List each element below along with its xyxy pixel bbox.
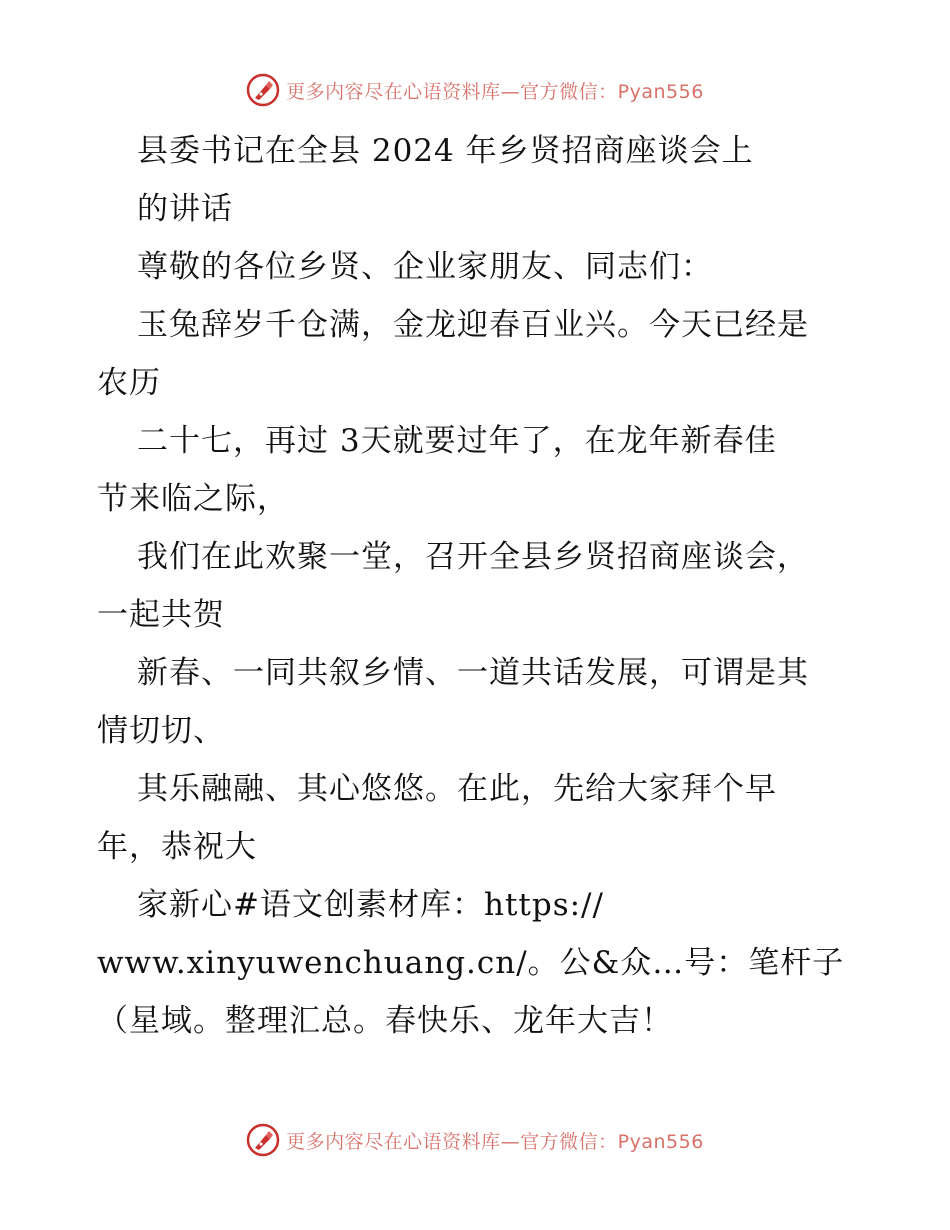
paragraph-line: 二十七，再过 3天就要过年了，在龙年新春佳 [137,423,777,459]
watermark-text: 更多内容尽在心语资料库—官方微信：Pyan556 [286,1130,704,1153]
paragraph-line: 其乐融融、其心悠悠。在此，先给大家拜个早 [137,771,777,807]
paragraph-line: 新春、一同共叙乡情、一道共话发展，可谓是其 [137,655,809,691]
paragraph-line: 情切切、 [97,713,225,749]
title-line-1: 县委书记在全县 2024 年乡贤招商座谈会上 [137,133,754,169]
paragraph-line: 节来临之际， [97,481,289,517]
paragraph-line: 我们在此欢聚一堂，召开全县乡贤招商座谈会， [137,539,809,575]
title-line-2: 的讲话 [137,191,233,227]
pen-nib-logo-icon [246,1123,280,1157]
paragraph-line: （星域。整理汇总。春快乐、龙年大吉！ [97,1003,673,1039]
paragraph-line: 农历 [97,365,161,401]
paragraph-line: 年，恭祝大 [97,829,257,865]
salutation: 尊敬的各位乡贤、企业家朋友、同志们： [137,249,713,285]
footer-watermark [0,1120,950,1160]
pen-nib-logo-icon [246,73,280,107]
paragraph-line: 玉兔辞岁千仓满，金龙迎春百业兴。今天已经是 [137,307,809,343]
paragraph-line: 一起共贺 [97,597,225,633]
watermark-text: 更多内容尽在心语资料库—官方微信：Pyan556 [286,80,704,103]
paragraph-line: www.xinyuwenchuang.cn/。公&众…号：笔杆子 [97,945,845,981]
header-watermark [0,70,950,110]
document-body [97,122,877,1050]
paragraph-line: 家新心#语文创素材库：https:// [137,887,604,923]
